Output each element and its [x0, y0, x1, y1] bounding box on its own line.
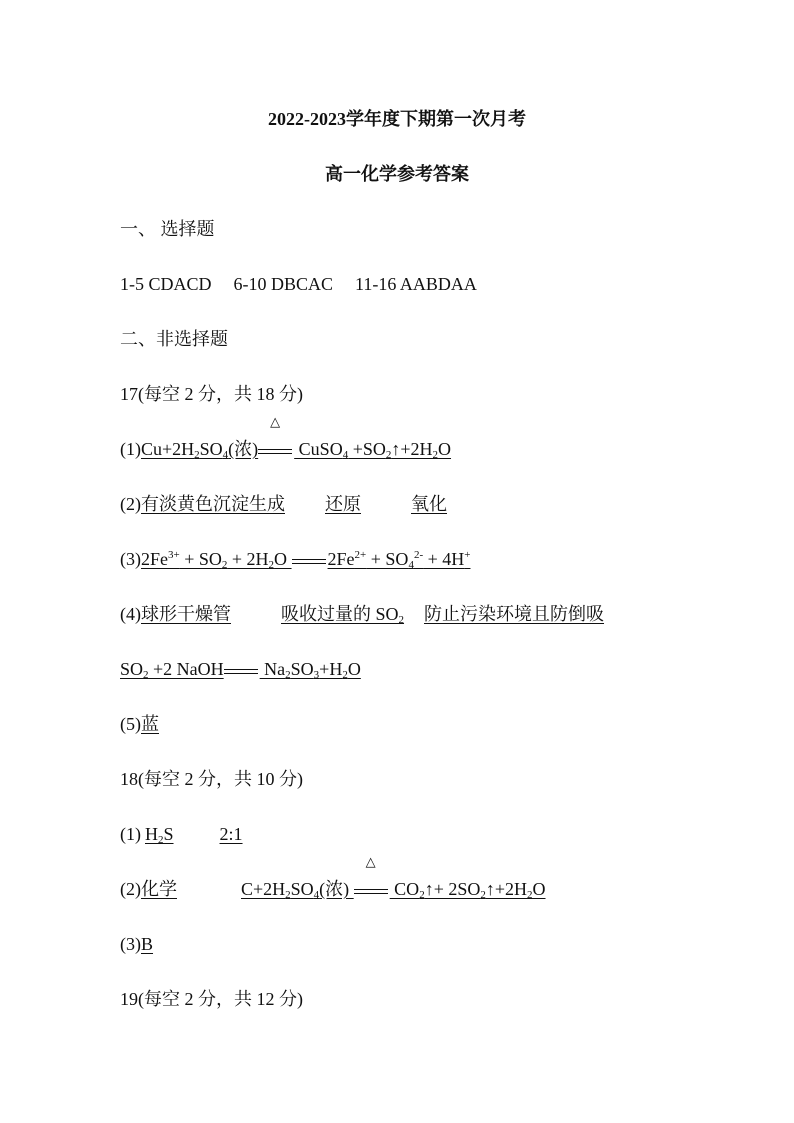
answer-3: 防止污染环境且防倒吸 [424, 604, 605, 624]
q17-part5 [120, 712, 159, 736]
answer-equation: $Cu+2H_2SO_4$(浓) △ CuSO$_4$ $+SO_2↑+2H_2O$ [141, 414, 452, 461]
page-title: 2022-2023学年度下期第一次月考 [268, 109, 526, 129]
q19-header: 19(每空 2 分，共 12 分) [120, 989, 303, 1009]
answer-1: 球形干燥管 [141, 604, 231, 624]
answer-2: 2:1 [219, 824, 243, 844]
q17-part3 [120, 547, 470, 573]
q18-part1 [120, 822, 257, 846]
answer-equation: $C+2H_2SO_4$(浓) △ $CO_2↑+$ $2SO_2↑+2H_2O$ [241, 854, 546, 901]
answer-3: 氧化 [411, 494, 447, 514]
q18-part2 [120, 854, 546, 903]
equals-sign [224, 659, 260, 683]
answer-equation: $SO_2 +2$ NaOH $Na_2SO_3+H_2O$ [120, 659, 361, 681]
part-number: (1) [120, 824, 141, 844]
answer-equation: $2Fe^{3+} + SO_2 + 2H_2O$ $2Fe^{2+} + SO_4^{2-} + 4H^+$ [141, 549, 471, 571]
answer-group-1: 1-5 CDACD [120, 274, 212, 294]
part-number: (4) [120, 604, 141, 624]
heat-symbol: △ [270, 414, 281, 429]
q17-header: 17(每空 2 分，共 18 分) [120, 384, 303, 404]
answer-1: $H_2S$ [145, 824, 174, 846]
part-number: (5) [120, 714, 141, 734]
heat-symbol: △ [365, 854, 376, 869]
page-subtitle: 高一化学参考答案 [325, 164, 469, 184]
q17-part4-equation [120, 657, 361, 683]
equals-sign [292, 549, 328, 573]
q17-part4 [120, 602, 604, 626]
section1-heading: 一、 选择题 [120, 219, 215, 239]
q18-header: 18(每空 2 分，共 10 分) [120, 769, 303, 789]
answer-1: 有淡黄色沉淀生成 [141, 494, 285, 514]
answer-1: 蓝 [141, 714, 159, 734]
q18-part3 [120, 932, 153, 956]
answer-2: 还原 [325, 494, 361, 514]
section2-heading: 二、非选择题 [120, 329, 228, 349]
q17-part2 [120, 492, 447, 516]
answer-2: 吸收过量的 $SO_2$ [281, 604, 405, 626]
answer-1: B [141, 934, 154, 954]
answer-group-2: 6-10 DBCAC [233, 274, 334, 294]
part-number: (2) [120, 494, 141, 514]
choice-answers [120, 272, 477, 296]
part-number: (2) [120, 879, 141, 899]
part-number: (3) [120, 549, 141, 569]
q17-part1 [120, 414, 452, 463]
part-number: (3) [120, 934, 141, 954]
equals-sign [354, 879, 390, 903]
part-number: (1) [120, 439, 141, 459]
answer-group-3: 11-16 AABDAA [355, 274, 477, 294]
answer-1: 化学 [141, 879, 177, 899]
equals-sign [258, 439, 294, 463]
